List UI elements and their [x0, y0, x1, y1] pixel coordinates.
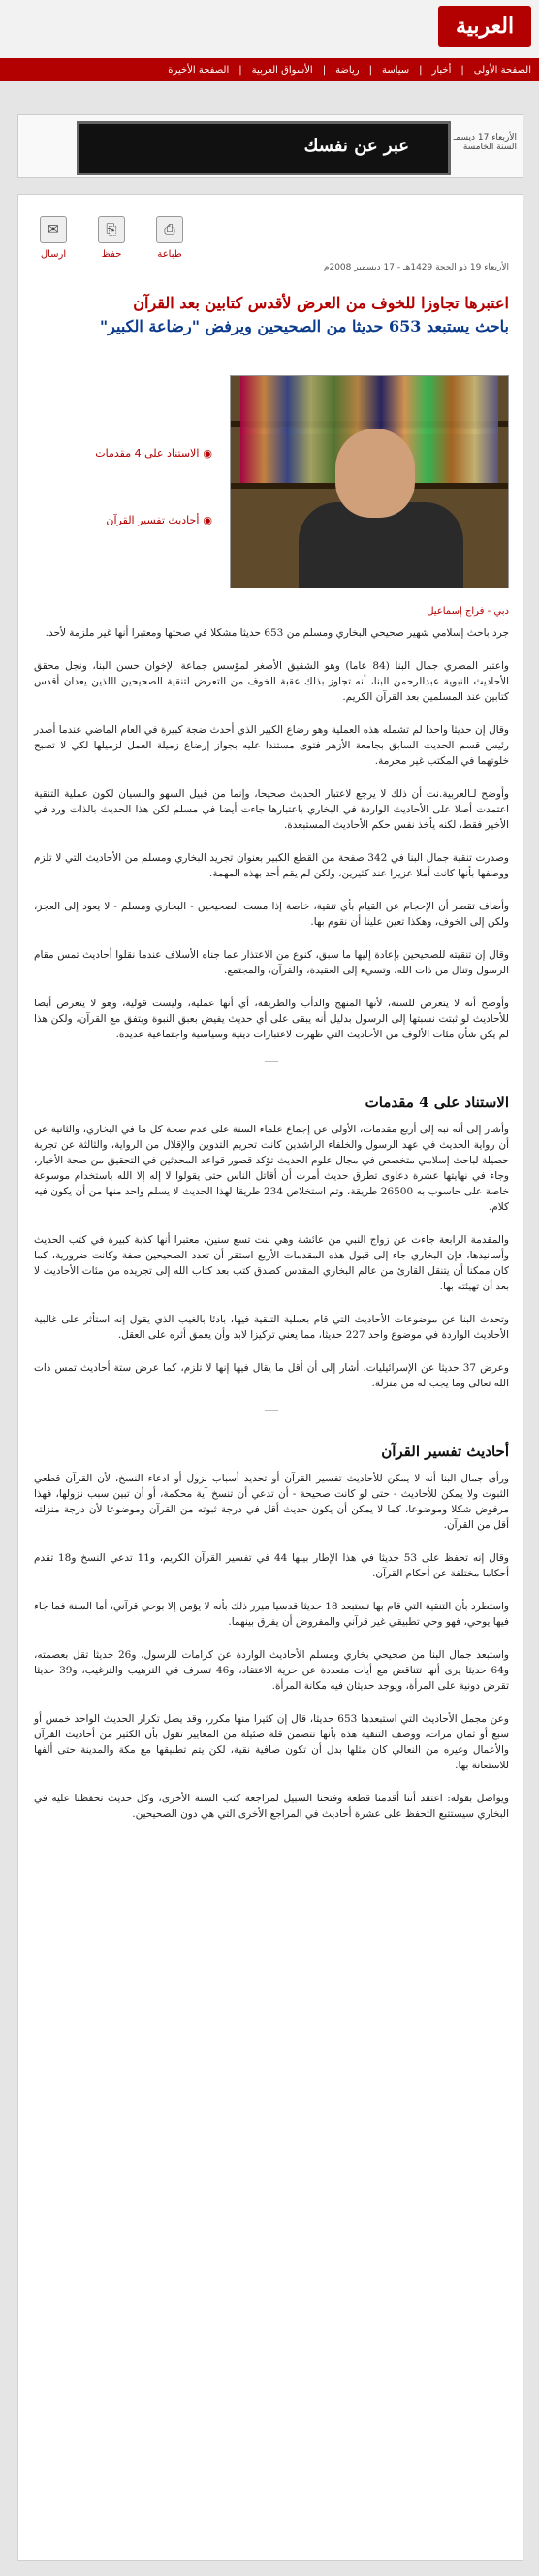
article-author: دبي - فراج إسماعيل	[427, 606, 509, 617]
nav-item[interactable]: أخبار	[431, 64, 452, 76]
article-paragraph: وقال إن حديثا واحدا لم تشمله هذه العملية وهو رضاع الكبير الذي أحدث ضجة كبيرة في العام الماضي عندما أصدر رئيس قسم الحديث السابق بجامعة الأزهر فتوى مستندا عليه بجواز إرضاع زميلة العمل لزميلها لكي لا تصبح خلوتهما في المكتب غير محرمة.	[34, 724, 509, 767]
nav-separator: |	[322, 64, 327, 76]
article-paragraph: واعتبر المصري جمال البنا (84 عاما) وهو الشقيق الأصغر لمؤسس جماعة الإخوان حسن البنا، ونجل محقق الأحاديث النبوية عبدالرحمن البنا، أنه تجاوز بذلك عقبة الخوف من التعرض لتنقية الصحيحين اللذين يعدان أقدس كتابين عند المسلمين بعد القرآن الكريم.	[34, 660, 509, 703]
article-paragraph: ويواصل بقوله: اعتقد أننا أقدمنا قطعة وفتحنا السبيل لمراجعة كتب السنة الأخرى، وكل حديث تحفظنا عليه في البخاري سيستتبع التحفظ على عشرة أحاديث في المراجع الأخرى التي هي دون الصحيحين.	[34, 1793, 509, 1820]
nav-item[interactable]: رياضة	[335, 64, 360, 76]
nav-separator: |	[460, 64, 464, 76]
article-paragraph: وعرض 37 حديثا عن الإسرائيليات، أشار إلى أن أقل ما يقال فيها إنها لا تلزم، كما عرض ستة أحاديث تمس ذات الله تعالى وما يجب له من منزلة.	[34, 1362, 509, 1389]
section-divider	[34, 1409, 509, 1424]
site-header	[0, 0, 539, 58]
site-logo[interactable]: العربية	[438, 6, 531, 47]
article-paragraph: وأوضح لـالعربية.نت أن ذلك لا يرجع لاعتبار الحديث صحيحا، وإنما من قبيل السهو والنسيان لكون عملية التنقية اعتمدت أصلا على الأحاديث الواردة في البخاري باعتبارها جاءت أيضا في مسلم لكن هذا الحديث بالذات ورد في الأخير فقط، لكنه يأخذ نفس حكم الأحاديث المستبعدة.	[34, 788, 509, 831]
article-paragraph: وأوضح أنه لا يتعرض للسنة، لأنها المنهج والدأب والطريقة، أي أنها عملية، وليست قولية، وهو لا يتعرض أيضا للأحاديث لو ثبتت نسبتها إلى الرسول بدليل أنه يبقى على أي حديث يفيض بعبق النبوة ويتفق مع القرآن، ولكن هذا لم يكن شأن مئات الألوف من الأحاديث التي ظهرت لاعتبارات دينية وسياسية واجتماعية عديدة.	[34, 998, 509, 1040]
photo-books	[240, 376, 498, 434]
print-icon: ⎙	[156, 216, 183, 243]
article-paragraph: واستطرد بأن التنقية التي قام بها تستبعد 18 حديثا قدسيا ميرر ذلك بأنه لا يؤمن إلا بوحي قرآني، أما السنة فما جاء فيها يوحي، فهو وحي تطبيقي غير قرآني والمفروض أن يفرق بينهما.	[34, 1601, 509, 1628]
nav-separator: |	[238, 64, 242, 76]
article-toolbar	[34, 208, 509, 284]
nav-item[interactable]: الأسواق العربية	[251, 64, 313, 76]
nav-item[interactable]: الصفحة الأولى	[473, 64, 531, 76]
tool-label: طباعة	[157, 249, 182, 260]
article-sidebar-links	[36, 447, 212, 581]
nav-item[interactable]: الصفحة الأخيرة	[168, 64, 230, 76]
article-container	[17, 194, 523, 2561]
nav-item[interactable]: سياسة	[381, 64, 410, 76]
tool-label: حفظ	[101, 249, 122, 260]
article-paragraph: وأشار إلى أنه نبه إلى أربع مقدمات، الأولى عن إجماع علماء السنة على عدم صحة كل ما في البخاري، والثانية عن أن رواية الحديث في عهد الرسول والخلفاء الراشدين كانت تحريم التدوين والإقلال من الرواية، والثالثة عن تجربة حصيلة لباحث إسلامي متخصص في مجال علوم الحديث تؤكد قصور قواعد المحدثين في التحقيق من صحة الأخبار، وجاء في نهايتها عشرة دعاوى تطرق حديث أمرت أن أقاتل الناس حتى يقولوا لا إله إلا الله باستخدام موسوعة خاصة على حاسوب به 26500 طريقة، وتم استخلاص 234 طريقا لهذا الحديث لا يسلم واحد منها من أن يكون فيه كلام.	[34, 1124, 509, 1213]
save-button[interactable]	[92, 208, 131, 282]
article-paragraph: وصدرت تنقية جمال البنا في 342 صفحة من القطع الكبير بعنوان تجريد البخاري ومسلم من الأحاديث التي لا تلزم ووصفها بأنها كانت أملا عزيزا عند كثيرين، ولكن لم يقم أحد بهذه المهمة.	[34, 852, 510, 879]
print-button[interactable]	[150, 208, 189, 282]
sidebar-link-label: الاستناد على 4 مقدمات	[95, 447, 200, 460]
bullet-icon: ◉	[203, 514, 212, 526]
banner-text: عبر عن نفسك	[303, 136, 409, 156]
article-paragraph: وقال إن تنقيته للصحيحين بإعادة إليها ما سبق، كنوع من الاعتذار عما جناه الأسلاف عندما نقلوا أحاديث تمس مقام الرسول وتنال من ذات الله، وتسيء إلى العقيدة، والقرآن، والمجتمع.	[34, 949, 509, 976]
article-paragraph: واستبعد جمال البنا من صحيحي بخاري ومسلم الأحاديث الواردة عن كرامات للرسول، و26 حديثا تقل بعصمته، و64 حديثا يرى أنها تتناقض مع أيات متعددة عن حرية الاعتقاد، و46 تسرف في الترهيب والترغيب، و39 حديثا تقرض دونية على المرأة، ويوجد حديثان فيه مكانة المرأة.	[34, 1649, 509, 1692]
section-heading: أحاديث تفسير القرآن	[381, 1443, 509, 1460]
article-title-line1: اعتبرها تجاوزا للخوف من العرض لأقدس كتابين بعد القرآن	[133, 294, 509, 312]
section-divider	[34, 1060, 509, 1075]
save-icon: ⎘	[98, 216, 125, 243]
banner-box[interactable]	[77, 121, 451, 175]
photo-person-face	[335, 429, 415, 518]
article-paragraph: وعن مجمل الأحاديث التي استبعدها 653 حديثا، قال إن كثيرا منها مكرر، وقد يصل تكرار الحديث الواحد خمس أو سبع أو ثمان مرات، ووصف التنقية هذه بأنها تتضمن قلة ضئيلة من المعايير تقول بأن الكثير من أحاديث القرآن والأعمال وغيره من النعالي كان مثلها بدل أن تكون صافية نقية، لكن يتم تطبيقها مع مكة والمدينة حتى ألفها للاستعانة بها.	[34, 1713, 510, 1771]
nav-separator: |	[419, 64, 423, 76]
send-icon: ✉	[40, 216, 67, 243]
sidebar-link-label: أحاديث تفسير القرآن	[106, 514, 200, 526]
article-paragraph: وأضاف تقصر أن الإحجام عن القيام بأي تنقية، خاصة إذا مست الصحيحين - البخاري ومسلم - لا يعود إلى العجز، ولكن إلى الخوف، وهكذا تعين علينا أن نقوم بها.	[34, 901, 509, 928]
main-navigation	[0, 58, 539, 81]
banner-date	[454, 133, 517, 152]
nav-separator: |	[368, 64, 372, 76]
banner-date-line2: السنة الخامسة	[462, 143, 517, 152]
tool-label: ارسال	[40, 249, 67, 260]
article-tools	[34, 208, 189, 282]
section-heading: الاستناد على 4 مقدمات	[365, 1094, 509, 1111]
send-button[interactable]	[34, 208, 73, 282]
bullet-icon: ◉	[203, 447, 212, 460]
article-paragraph: وتحدث البنا عن موضوعات الأحاديث التي قام بعملية التنقية فيها، بادئا بالغيب الذي يقول إنه استأثر على غالبية الأحاديث الواردة في موضوع واحد 227 حديثا، مما يعني تركيزا لابد وأن يعمق أثره على العقل.	[34, 1314, 509, 1341]
article-date: الأربعاء 19 ذو الحجة 1429هـ - 17 ديسمبر 2008م	[323, 263, 509, 272]
article-paragraph: ورأى جمال البنا أنه لا يمكن للأحاديث تفسير القرآن أو تحديد أسباب نزول أو ادعاء النسخ، لأن القرآن قطعي الثبوت ولا يمكن للأحاديث - حتى لو كانت صحيحة - أن تدعي أن تنسخ آية محكمة، أو أن تبين سبب نزولها، فهذا مرفوض شكلا وموضوعا، كما لا يمكن أن يكون حديث أقل في درجة ثبوته من القرآن وموضوعا لأن درجة منزلته أقل من القرآن.	[34, 1473, 509, 1531]
article-body	[34, 625, 509, 1839]
sidebar-link[interactable]	[36, 447, 212, 460]
banner-date-line1: الأربعاء 17 ديسمـ	[453, 133, 517, 143]
article-paragraph: والمقدمة الرابعة جاءت عن زواج النبي من عائشة وهي بنت تسع سنين، معتبرا أنها كذبة كبيرة في كتب الحديث وأسانيدها، فإن البخاري جاء إلى قبول هذه المقدمات الأربع استقر أن تعدد الصحيحين صفة وكانت ضرورية، كما كان ممكنا أن يتنقل القارئ من عالم البخاري المقدس كصدق كتب بعد كتاب الله إلى تجريده من مئات الأحاديث لا بعد أن تهيئته بها.	[34, 1234, 509, 1292]
ad-banner[interactable]	[17, 114, 523, 178]
article-photo	[230, 375, 509, 588]
article-paragraph: وقال إنه تحفظ على 53 حديثا في هذا الإطار بينها 44 في تفسير القرآن الكريم، و11 تدعي النسخ و18 تقدم أحكاما مختلفة عن أحكام القرآن.	[34, 1552, 509, 1579]
article-paragraph: جرد باحث إسلامي شهير صحيحي البخاري ومسلم من 653 حديثا مشكلا في صحتها ومعتبرا أنها غير ملزمة لأحد.	[45, 627, 509, 639]
sidebar-link[interactable]	[36, 514, 212, 526]
article-title-line2: باحث يستبعد 653 حديثا من الصحيحين ويرفض "رضاعة الكبير"	[99, 317, 509, 335]
